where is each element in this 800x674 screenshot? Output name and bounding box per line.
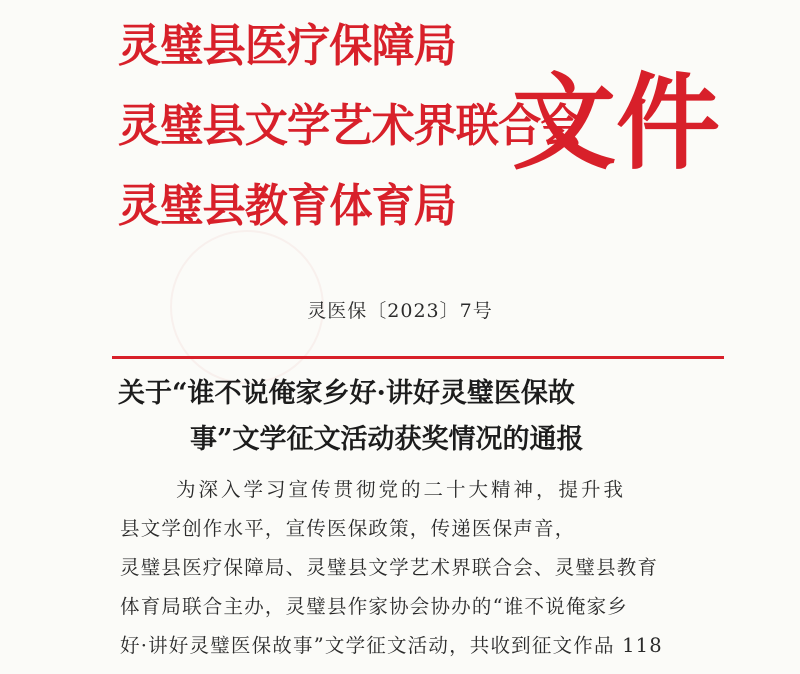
- red-divider-line: [112, 356, 724, 359]
- body-line: 为深入学习宣传贯彻党的二十大精神，提升我: [176, 478, 627, 501]
- body-line: 体育局联合主办，灵璧县作家协会协办的“谁不说俺家乡: [120, 595, 628, 618]
- notice-title: [118, 371, 698, 463]
- issuer-education-sports-bureau: 灵璧县教育体育局: [118, 179, 456, 232]
- document-number: 灵医保〔2023〕7号: [307, 300, 493, 322]
- body-line: 灵璧县医疗保障局、灵璧县文学艺术界联合会、灵璧县教育: [120, 556, 659, 579]
- body-line: 县文学创作水平，宣传医保政策，传递医保声音，: [120, 517, 576, 540]
- notice-body: [120, 470, 700, 665]
- issuing-agencies: [118, 6, 583, 246]
- document-label: 文件: [512, 61, 721, 184]
- issuer-literature-arts-federation: 灵璧县文学艺术界联合会: [118, 99, 583, 152]
- title-line: 关于“谁不说俺家乡好·讲好灵璧医保故: [118, 378, 575, 409]
- issuer-medical-security-bureau: 灵璧县医疗保障局: [118, 19, 456, 72]
- title-line: 事”文学征文活动获奖情况的通报: [190, 424, 584, 455]
- body-line: 好·讲好灵璧医保故事”文学征文活动，共收到征文作品 118: [120, 634, 663, 657]
